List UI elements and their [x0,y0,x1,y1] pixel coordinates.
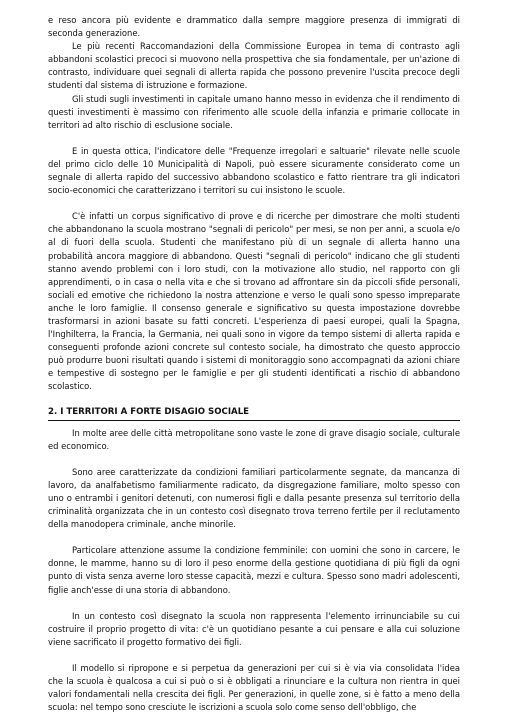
paragraph-aree: In molte aree delle città metropolitane sono vaste le zone di grave disagio sociale, culturale ed economico. [48,427,460,451]
paragraph-femminile: Particolare attenzione assume la condizione femminile: con uomini che sono in carcere, le donne, le mamme, hanno su di loro il peso enorme della gestione quotidiana di più figli da ogni punto di vista senza averne loro stesse capacità, mezzi e cultura. Spesso sono madri adolescenti, figlie anch'esse di una storia di abbandono. [48,545,460,595]
paragraph-condizioni: Sono aree caratterizzate da condizioni familiari particolarmente segnate, da mancanza di lavoro, da analfabetismo familiarmente radicato, da disgregazione familiare, molto spesso con uno o entrambi i genitori detenuti, con numerosi figli e dalla pesante presenza sul territorio della criminalità organizzata che in un contesto così disegnato trova terreno fertile per il reclutamento della manodopera criminale, anche minorile. [48,466,460,530]
paragraph-studi: Gli studi sugli investimenti in capitale umano hanno messo in evidenza che il rendimento di questi investimenti è massimo con riferimento alle scuole della infanzia e primarie collocate in territori ad alto rischio di esclusione sociale. [48,93,460,130]
paragraph-raccomandazioni: Le più recenti Raccomandazioni della Commissione Europea in tema di contrasto agli abbandoni scolastici precoci si muovono nella prospettiva che sia fondamentale, per un'azione di contrasto, individuare quei segnali di allerta rapida che possono prevenire l'uscita precoce degli studenti dal sistema di istruzione e formazione. [48,41,460,91]
paragraph-modello: Il modello si ripropone e si perpetua da generazioni per cui si è via via consolidata l'idea che la scuola è qualcosa a cui si può o si è obbligati a rinunciare e la cultura non rientra in quei valori fondamentali nella crescita dei figli. Per generazioni, in quelle zone, si è fatto a meno della scuola: nel tempo sono cresciute le iscrizioni a scuola solo come senso dell'obbligo, che [48,662,460,713]
paragraph-ottica: E in questa ottica, l'indicatore delle "Frequenze irregolari e saltuarie" rilevate nelle scuole del primo ciclo delle 10 Municipalità di Napoli, può essere sicuramente considerato come un segnale di allerta rapido del successivo abbandono scolastico e fatto rientrare tra gli indicatori socio-economici che caratterizzano i territori su cui insistono le scuole. [48,145,460,196]
section-heading: 2. I TERRITORI A FORTE DISAGIO SOCIALE [48,406,460,421]
paragraph-contesto: In un contesto così disegnato la scuola non rappresenta l'elemento irrinunciabile su cui costruire il proprio progetto di vita: c'è un quotidiano pesante a cui pensare e alla cui soluzione viene sacrificato il progetto formativo dei figli. [48,610,460,647]
paragraph-corpus: C'è infatti un corpus significativo di prove e di ricerche per dimostrare che molti studenti che abbandonano la scuola mostrano "segnali di pericolo" per mesi, se non per anni, a scuola e/o al di fuori della scuola. Studenti che manifestano più di un segnale di allerta hanno una probabilità ancora maggiore di abbandono. Questi "segnali di pericolo" indicano che gli studenti stanno avendo problemi con i loro studi, con la motivazione allo studio, nel rapporto con gli apprendimenti, o in casa o nella vita e che si trovano ad affrontare sin da piccoli sfide personali, sociali ed emotive che richiedono la nostra attenzione e verso le quali sono spesso impreparate anche le loro famiglie. Il consenso generale e significativo su questa impostazione dovrebbe trasformarsi in azioni basate su fatti concreti. L'esperienza di paesi europei, quali la Spagna, l'Inghilterra, la Francia, la Germania, nei quali sono in vigore da tempo sistemi di allerta rapida e conseguenti profonde azioni concrete sul contesto sociale, ha dimostrato che questo approccio può produrre buoni risultati quando i sistemi di monitoraggio sono accompagnati da azioni chiare e tempestive di sostegno per le famiglie e per gli studenti identificati a rischio di abbandono scolastico. [48,211,460,392]
paragraph-intro: e reso ancora più evidente e drammatico dalla sempre maggiore presenza di immigrati di seconda generazione. [48,15,460,39]
